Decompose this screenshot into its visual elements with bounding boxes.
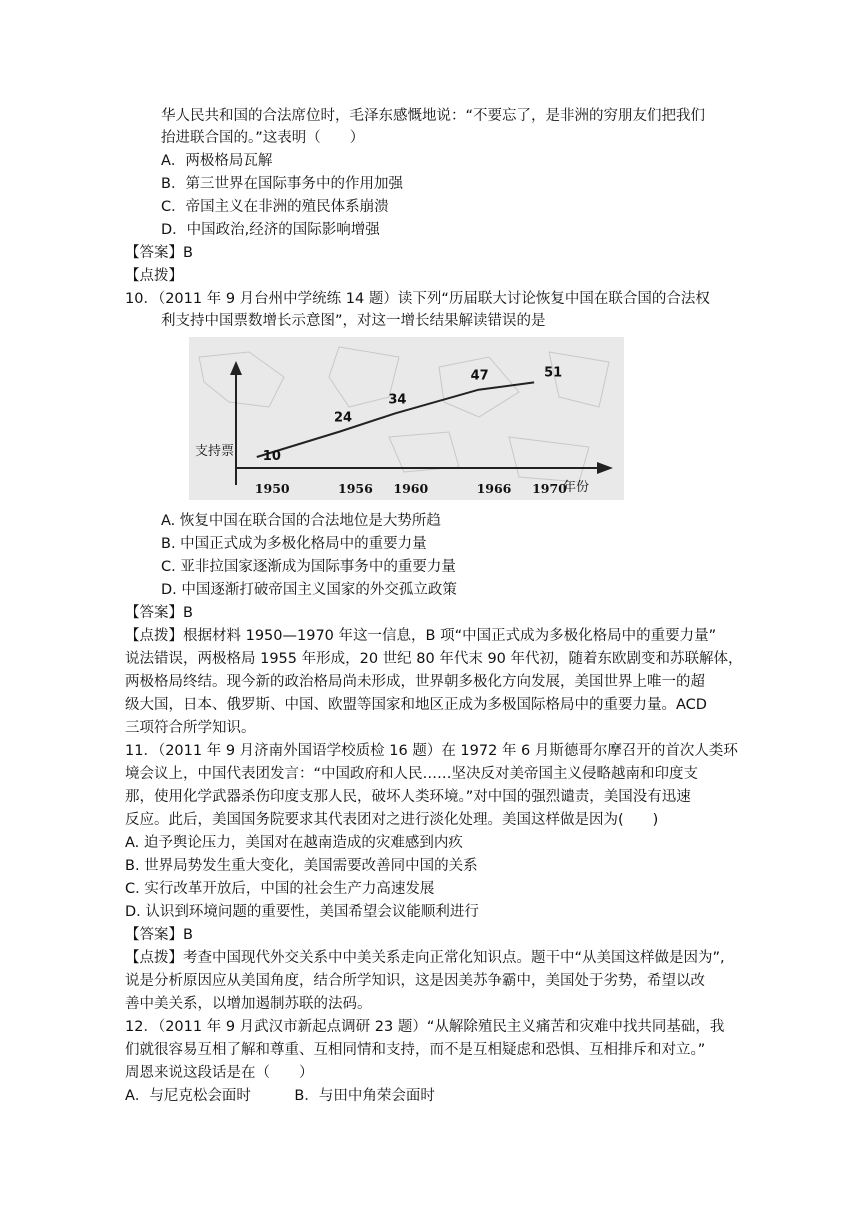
q12-options-line: A．与尼克松会面时 B．与田中角荣会面时	[125, 1088, 435, 1104]
x-tick-label: 1966	[476, 481, 512, 496]
data-label: 47	[470, 368, 489, 384]
q9-option-b: B．第三世界在国际事务中的作用加强	[161, 176, 403, 192]
x-axis-arrow	[597, 462, 613, 474]
data-label: 34	[388, 392, 407, 408]
x-tick-label: 1956	[338, 481, 373, 496]
q11-analysis-line: 善中美关系，以增加遏制苏联的法码。	[125, 996, 372, 1012]
q9-analysis: 【点拨】	[125, 268, 183, 284]
votes-line-chart	[189, 337, 624, 500]
q9-option-c: C．帝国主义在非洲的殖民体系崩溃	[161, 199, 389, 215]
q11-answer: 【答案】B	[125, 927, 193, 943]
q10-analysis-line: 【点拨】根据材料 1950—1970 年这一信息，B 项“中国正式成为多极化格局中的重要力量”	[125, 628, 717, 644]
q10-stem-line: 10．（2011 年 9 月台州中学统练 14 题）读下列“历届联大讨论恢复中国在联合国的合法权	[125, 291, 710, 307]
q9-stem-line: 华人民共和国的合法席位时，毛泽东感慨地说：“不要忘了，是非洲的穷朋友们把我们	[161, 108, 706, 124]
q12-stem-line: 12．（2011 年 9 月武汉市新起点调研 23 题）“从解除殖民主义痛苦和灾难中找共同基础，我	[125, 1019, 725, 1035]
q10-analysis-line: 三项符合所学知识。	[125, 720, 256, 736]
x-tick-label: 1960	[393, 481, 429, 496]
q12-stem-line: 们就很容易互相了解和尊重、互相同情和支持，而不是互相疑虑和恐惧、互相排斥和对立。”	[125, 1042, 706, 1058]
q11-stem-line: 境会议上，中国代表团发言：“中国政府和人民……坚决反对美帝国主义侵略越南和印度支	[125, 766, 699, 782]
q11-option-d: D. 认识到环境问题的重要性，美国希望会议能顺利进行	[125, 904, 479, 920]
q11-stem-line: 那，使用化学武器杀伤印度支那人民，破坏人类环境。”对中国的强烈谴责，美国没有迅速	[125, 789, 691, 805]
q11-analysis-line: 说是分析原因应从美国角度，结合所学知识，这是因美苏争霸中，美国处于劣势，希望以改	[125, 973, 705, 989]
q10-option-c: C. 亚非拉国家逐渐成为国际事务中的重要力量	[161, 559, 456, 575]
q10-analysis-line: 两极格局终结。现今新的政治格局尚未形成，世界朝多极化方向发展，美国世界上唯一的超	[125, 674, 705, 690]
data-label: 51	[544, 365, 563, 381]
y-axis-arrow	[230, 361, 242, 375]
chart-svg	[189, 337, 624, 500]
x-tick-label: 1950	[254, 481, 290, 496]
q11-stem-line: 反应。此后，美国国务院要求其代表团对之进行淡化处理。美国这样做是因为( )	[125, 812, 659, 828]
data-label: 10	[262, 449, 281, 464]
q12-stem-line: 周恩来说这段话是在（ ）	[125, 1065, 314, 1081]
q11-option-b: B. 世界局势发生重大变化，美国需要改善同中国的关系	[125, 858, 478, 874]
q9-stem-line: 抬进联合国的。”这表明（ ）	[161, 130, 365, 146]
x-tick-label: 1970	[532, 481, 567, 496]
x-axis-label: 年份	[563, 480, 590, 495]
q10-option-a: A. 恢复中国在联合国的合法地位是大势所趋	[161, 513, 441, 529]
q11-analysis-line: 【点拨】考查中国现代外交关系中中美关系走向正常化知识点。题干中“从美国这样做是因为”,	[125, 950, 725, 966]
q9-answer: 【答案】B	[125, 245, 193, 261]
q10-analysis-line: 说法错误，两极格局 1955 年形成，20 世纪 80 年代末 90 年代初，随着东欧剧变和苏联解体，	[125, 651, 743, 667]
q10-analysis-line: 级大国，日本、俄罗斯、中国、欧盟等国家和地区正成为多极国际格局中的重要力量。ACD	[125, 697, 707, 713]
q9-option-d: D．中国政治,经济的国际影响增强	[161, 222, 380, 238]
q10-option-d: D. 中国逐渐打破帝国主义国家的外交孤立政策	[161, 582, 457, 598]
q10-stem-line: 利支持中国票数增长示意图”，对这一增长结果解读错误的是	[161, 313, 546, 329]
y-axis-label: 支持票	[195, 444, 235, 459]
data-label: 24	[334, 410, 353, 426]
q10-answer: 【答案】B	[125, 605, 193, 621]
q11-option-c: C. 实行改革开放后，中国的社会生产力高速发展	[125, 881, 435, 897]
q9-option-a: A．两极格局瓦解	[161, 153, 273, 169]
q11-option-a: A. 迫予舆论压力，美国对在越南造成的灾难感到内疚	[125, 835, 463, 851]
q10-option-b: B. 中国正式成为多极化格局中的重要力量	[161, 536, 427, 552]
q11-stem-line: 11．（2011 年 9 月济南外国语学校质检 16 题）在 1972 年 6 月斯德哥尔摩召开的首次人类环	[125, 743, 738, 759]
